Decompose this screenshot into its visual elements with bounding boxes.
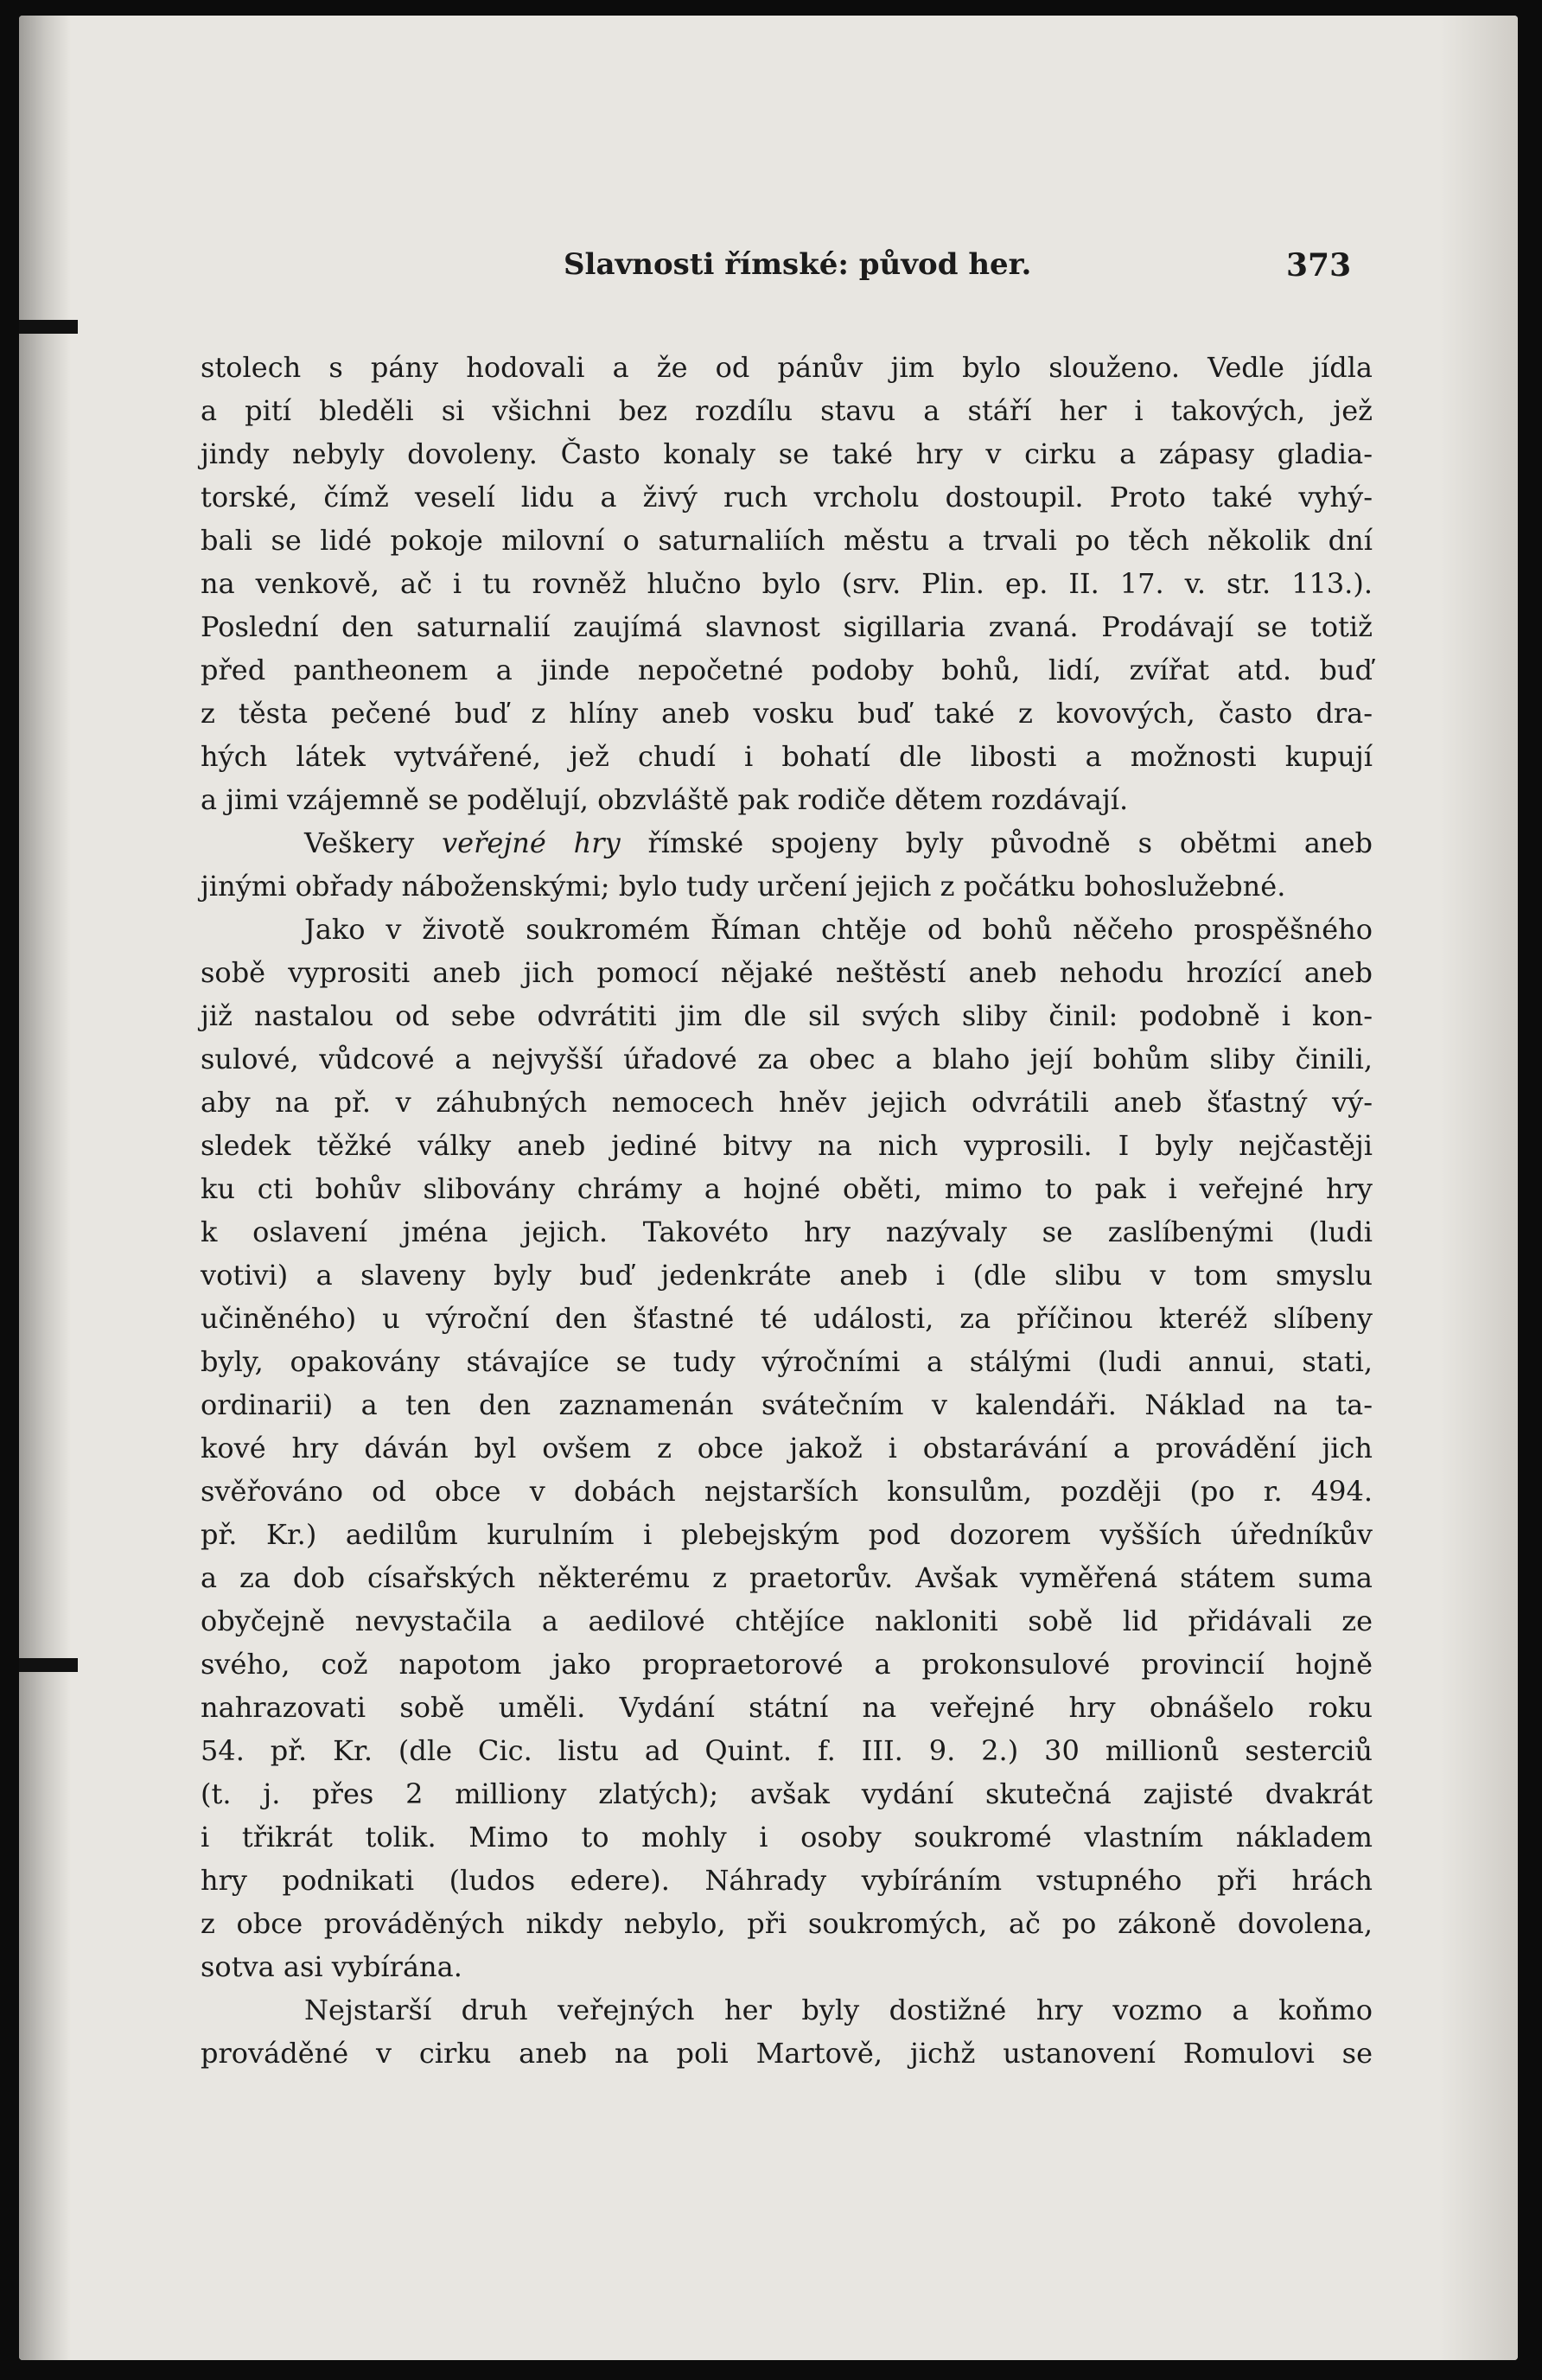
text-line: 54. př. Kr. (dle Cic. listu ad Quint. f. III. 9. 2.) 30 millionů sesterciů: [201, 1734, 1373, 1767]
text-run: Veškery: [304, 826, 443, 859]
text-line: kové hry dáván byl ovšem z obce jakož i obstarávání a provádění jich: [201, 1432, 1373, 1464]
text-line: učiněného) u výroční den šťastné té události, za příčinou kteréž slíbeny: [201, 1302, 1373, 1335]
text-line: sobě vyprositi aneb jich pomocí nějaké neštěstí aneb nehodu hrozící aneb: [201, 956, 1373, 989]
paragraph: [201, 1988, 1373, 2075]
text-line: a pití bleděli si všichni bez rozdílu stavu a stáří her i takových, jež: [201, 394, 1373, 427]
page-gutter-shadow: [19, 16, 71, 2360]
text-line: k oslavení jména jejich. Takovéto hry nazývaly se zaslíbenými (ludi: [201, 1216, 1373, 1248]
text-line: sulové, vůdcové a nejvyšší úřadové za obec a blaho její bohům sliby činili,: [201, 1043, 1373, 1075]
text-line: aby na př. v záhubných nemocech hněv jejich odvrátili aneb šťastný vý-: [201, 1086, 1373, 1119]
binding-mark: [19, 1658, 78, 1672]
text-line: byly, opakovány stávajíce se tudy výročními a stálými (ludi annui, stati,: [201, 1345, 1373, 1378]
text-line: Jako v životě soukromém Říman chtěje od bohů něčeho prospěšného: [304, 913, 1373, 946]
text-line: Nejstarší druh veřejných her byly dostižné hry vozmo a koňmo: [304, 1994, 1373, 2026]
text-line: ordinarii) a ten den zaznamenán svátečním v kalendáři. Náklad na ta-: [201, 1388, 1373, 1421]
book-page: [19, 16, 1518, 2360]
text-line: hých látek vytvářené, jež chudí i bohatí dle libosti a možnosti kupují: [201, 740, 1373, 773]
text-line: z těsta pečené buď z hlíny aneb vosku buď také z kovových, často dra-: [201, 697, 1373, 730]
page-number: 373: [1286, 247, 1352, 284]
text-line: torské, čímž veselí lidu a živý ruch vrcholu dostoupil. Proto také vyhý-: [201, 481, 1373, 514]
text-line: stolech s pány hodovali a že od pánův jim bylo slouženo. Vedle jídla: [201, 351, 1373, 384]
text-line: svého, což napotom jako propraetorové a prokonsulové provincií hojně: [201, 1648, 1373, 1681]
text-line: svěřováno od obce v dobách nejstarších konsulům, později (po r. 494.: [201, 1475, 1373, 1508]
text-line: i třikrát tolik. Mimo to mohly i osoby soukromé vlastním nákladem: [201, 1821, 1373, 1854]
text-line: př. Kr.) aedilům kurulním i plebejským pod dozorem vyšších úředníkův: [201, 1518, 1373, 1551]
text-line: sotva asi vybírána.: [201, 1950, 462, 1983]
text-line: [201, 821, 1373, 865]
italic-term: veřejné hry: [442, 826, 621, 859]
text-line: a jimi vzájemně se podělují, obzvláště pak rodiče dětem rozdávají.: [201, 783, 1129, 816]
text-line: votivi) a slaveny byly buď jedenkráte aneb i (dle slibu v tom smyslu: [201, 1259, 1373, 1292]
text-line: ku cti bohův slibovány chrámy a hojné oběti, mimo to pak i veřejné hry: [201, 1172, 1373, 1205]
text-line: obyčejně nevystačila a aedilové chtějíce nakloniti sobě lid přidávali ze: [201, 1605, 1373, 1637]
text-line: jindy nebyly dovoleny. Často konaly se také hry v cirku a zápasy gladia-: [201, 437, 1373, 470]
text-line: nahrazovati sobě uměli. Vydání státní na veřejné hry obnášelo roku: [201, 1691, 1373, 1724]
text-line: sledek těžké války aneb jediné bitvy na nich vyprosili. I byly nejčastěji: [201, 1129, 1373, 1162]
text-run: římské spojeny byly původně s obětmi aneb: [620, 826, 1373, 859]
text-line: bali se lidé pokoje milovní o saturnaliích městu a trvali po těch několik dní: [201, 524, 1373, 557]
paragraph: [201, 821, 1373, 908]
text-line: z obce prováděných nikdy nebylo, při soukromých, ač po zákoně dovolena,: [201, 1907, 1373, 1940]
page-edge-shadow: [1440, 16, 1518, 2360]
body-text: [201, 346, 1373, 2075]
page-header: [19, 247, 1518, 299]
text-line: (t. j. přes 2 milliony zlatých); avšak vydání skutečná zajisté dvakrát: [201, 1777, 1373, 1810]
text-line: před pantheonem a jinde nepočetné podoby bohů, lidí, zvířat atd. buď: [201, 654, 1373, 686]
text-line: Poslední den saturnalií zaujímá slavnost sigillaria zvaná. Prodávají se totiž: [201, 610, 1373, 643]
text-line: jinými obřady náboženskými; bylo tudy určení jejich z počátku bohoslužebné.: [201, 870, 1286, 903]
binding-mark: [19, 320, 78, 334]
running-head: Slavnosti římské: původ her.: [564, 247, 1032, 282]
text-line: již nastalou od sebe odvrátiti jim dle sil svých sliby činil: podobně i kon-: [201, 999, 1373, 1032]
text-line: na venkově, ač i tu rovněž hlučno bylo (srv. Plin. ep. II. 17. v. str. 113.).: [201, 567, 1373, 600]
paragraph: [201, 346, 1373, 821]
text-line: prováděné v cirku aneb na poli Martově, jichž ustanovení Romulovi se: [201, 2037, 1373, 2070]
paragraph: [201, 908, 1373, 1988]
text-line: hry podnikati (ludos edere). Náhrady vybíráním vstupného při hrách: [201, 1864, 1373, 1897]
text-line: a za dob císařských některému z praetorův. Avšak vyměřená státem suma: [201, 1561, 1373, 1594]
